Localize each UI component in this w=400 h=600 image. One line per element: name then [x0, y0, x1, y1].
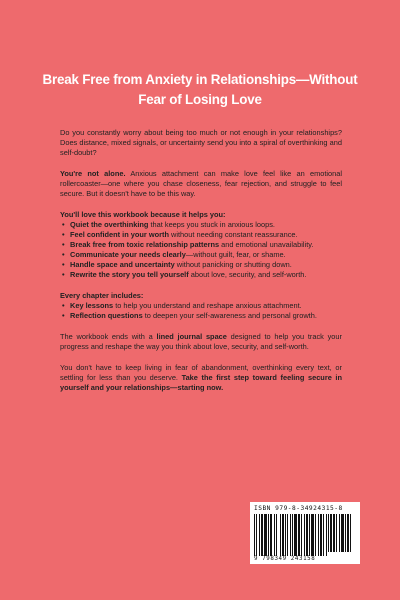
benefit-text: and emotional unavailability.	[219, 240, 314, 249]
benefit-lead: Rewrite the story you tell yourself	[70, 270, 189, 279]
barcode-bar	[341, 514, 344, 552]
not-alone-paragraph	[60, 169, 342, 199]
benefit-lead: Quiet the overthinking	[70, 220, 149, 229]
closing-paragraph	[60, 363, 342, 393]
barcode-bar	[287, 514, 288, 556]
barcode-bar	[268, 514, 269, 556]
barcode-bar	[282, 514, 284, 556]
barcode-bar	[292, 514, 293, 556]
cover-description	[60, 128, 342, 404]
chapter-item-lead: Key lessons	[70, 301, 114, 310]
benefit-lead: Break free from toxic relationship patterns	[70, 240, 220, 249]
barcode-bar	[345, 514, 346, 552]
benefit-text: without panicking or shutting down.	[174, 260, 292, 269]
barcode-bars	[254, 514, 356, 556]
not-alone-lead: You're not alone.	[60, 169, 126, 178]
journal-text: The workbook ends with a	[60, 332, 157, 341]
list-item	[70, 240, 342, 250]
isbn-barcode	[250, 502, 360, 564]
benefit-lead: Feel confident in your worth	[70, 230, 169, 239]
barcode-bar	[306, 514, 308, 556]
journal-text-end: designed to help you track your progress and reshape the way you think about love, security, and self-worth.	[60, 332, 342, 351]
not-alone-text: Anxious attachment can make love feel like an emotional rollercoaster—one where you chase closeness, fear rejection, and struggle to feel secure. But it doesn't have to be this way.	[60, 169, 342, 198]
barcode-bar	[264, 514, 267, 556]
barcode-bar	[347, 514, 349, 552]
cover-title: Break Free from Anxiety in Relationships—Without Fear of Losing Love	[42, 72, 358, 107]
chapter-heading: Every chapter includes:	[60, 291, 144, 300]
barcode-bar	[276, 514, 277, 556]
journal-emphasis: lined journal space	[156, 332, 227, 341]
benefits-heading: You'll love this workbook because it helps you:	[60, 210, 226, 219]
benefit-lead: Handle space and uncertainty	[70, 260, 175, 269]
barcode-bar	[315, 514, 316, 556]
barcode-bar	[294, 514, 297, 556]
barcode-bar	[336, 514, 337, 552]
chapter-list	[60, 301, 342, 321]
chapter-item-text: to help you understand and reshape anxious attachment.	[113, 301, 302, 310]
barcode-bar	[326, 514, 327, 556]
barcode-bar	[280, 514, 281, 556]
list-item	[70, 270, 342, 280]
closing-call-to-action: Take the first step toward feeling secure in yourself and your relationships—starting now.	[60, 373, 342, 392]
list-item	[70, 230, 342, 240]
benefit-text: about love, security, and self-worth.	[188, 270, 307, 279]
barcode-bar	[254, 514, 255, 556]
chapter-item-text: to deepen your self-awareness and personal growth.	[142, 311, 317, 320]
journal-paragraph	[60, 332, 342, 352]
barcode-digits: 9 798349 243158	[254, 556, 316, 562]
barcode-bar	[256, 514, 257, 556]
barcode-bar	[261, 514, 263, 556]
list-item	[70, 260, 342, 270]
list-item	[70, 250, 342, 260]
list-item	[70, 311, 342, 321]
barcode-bar	[318, 514, 319, 556]
addon-bars	[328, 514, 354, 556]
barcode-bar	[304, 514, 305, 556]
barcode-bar	[290, 514, 291, 556]
barcode-bar	[259, 514, 260, 556]
barcode-bar	[323, 514, 324, 556]
barcode-bar	[298, 514, 300, 556]
barcode-bar	[285, 514, 286, 556]
barcode-bar	[309, 514, 310, 556]
chapter-item-lead: Reflection questions	[70, 311, 143, 320]
barcode-bar	[339, 514, 340, 552]
benefit-text: without needing constant reassurance.	[168, 230, 298, 239]
barcode-bar	[311, 514, 314, 556]
closing-text: You don't have to keep living in fear of abandonment, overthinking every text, or settling for less than you deserve.	[60, 363, 342, 382]
barcode-bar	[350, 514, 351, 552]
intro-paragraph: Do you constantly worry about being too much or not enough in your relationships? Does distance, mixed signals, or uncertainty send you into a spiral of overthinking and self-doubt?	[60, 128, 342, 157]
barcode-bar	[333, 514, 335, 552]
barcode-bar	[270, 514, 272, 556]
benefit-text: that keeps you stuck in anxious loops.	[148, 220, 275, 229]
list-item	[70, 301, 342, 311]
barcode-bar	[320, 514, 322, 556]
barcode-bar	[301, 514, 302, 556]
benefit-text: —without guilt, fear, or shame.	[185, 250, 286, 259]
benefit-lead: Communicate your needs clearly	[70, 250, 186, 259]
ean13-bars	[254, 514, 328, 556]
barcode-bar	[330, 514, 332, 552]
barcode-bar	[328, 514, 329, 552]
list-item	[70, 220, 342, 230]
barcode-bar	[274, 514, 275, 556]
benefits-list	[60, 220, 342, 280]
isbn-number: ISBN 979-8-34924315-8	[254, 505, 343, 512]
